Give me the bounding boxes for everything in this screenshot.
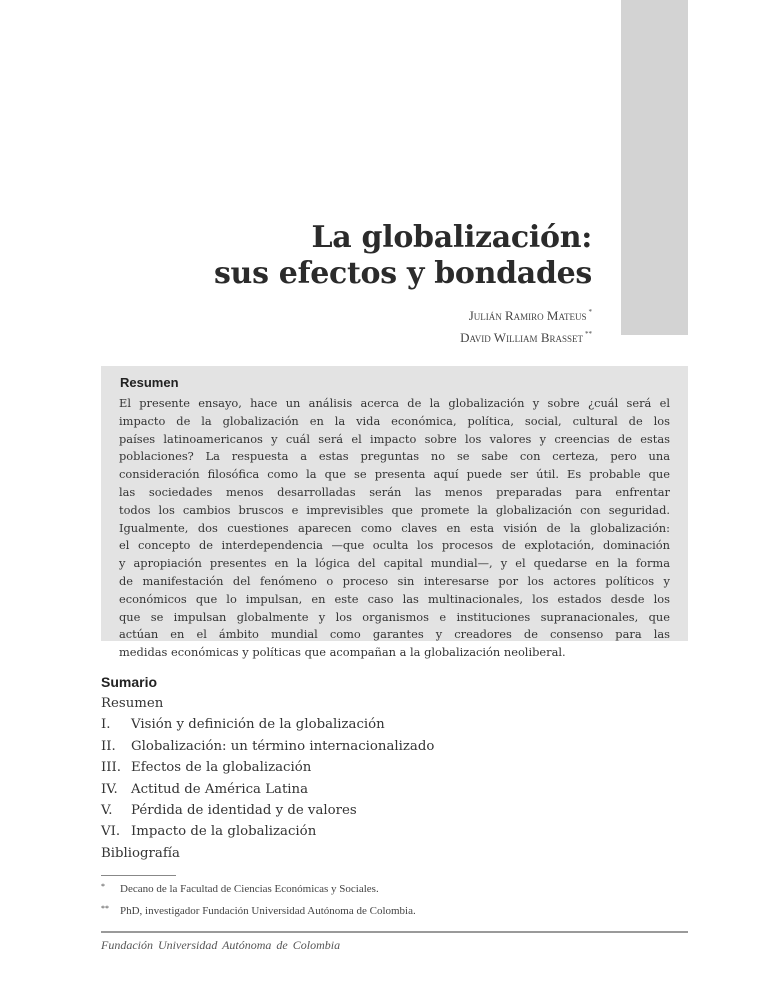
footnote-marker: ** [585,330,592,338]
abstract-text [119,395,670,662]
summary-item-number: IV. [101,781,118,797]
abstract-line: actúan en el ámbito mundial como garantes y creadores de consenso para las [119,627,670,642]
footnote-divider [101,875,176,876]
summary-item-label: Actitud de América Latina [131,781,309,797]
summary-item-6 [101,821,434,842]
author-2 [460,325,592,347]
abstract-line: las sociedades menos desarrolladas serán las menos preparadas para enfrentar [119,484,670,499]
summary-item-1 [101,714,434,735]
summary-heading: Sumario [101,674,158,690]
summary-item-label: Globalización: un término internacionalizado [131,738,435,754]
abstract-line: El presente ensayo, hace un análisis acerca de la globalización y sobre ¿cuál será el [119,396,670,410]
summary-item-label: Resumen [101,696,164,711]
abstract-heading: Resumen [120,375,179,390]
summary-item-3 [101,757,434,778]
summary-list [101,693,434,864]
summary-item-label: Pérdida de identidad y de valores [131,803,357,819]
summary-item-number: III. [101,760,121,776]
summary-item-number: I. [101,717,111,733]
footnote-1 [101,882,379,895]
footnote-2 [101,904,416,917]
abstract-line: económicos que lo impulsan, en este caso las multinacionales, los estados desde los [119,591,670,606]
author-list [460,303,592,347]
author-name: David William Brasset [460,330,583,345]
summary-item-number: VI. [101,824,121,840]
decorative-side-bar [621,0,688,335]
summary-item-5 [101,800,434,821]
footnote-marker: * [588,308,592,316]
footnote-text: PhD, investigador Fundación Universidad Autónoma de Colombia. [120,905,416,917]
title-line-2: sus efectos y bondades [213,256,592,291]
footnote-mark: ** [101,904,109,913]
summary-item-resumen [101,693,434,714]
title-line-1: La globalización: [311,220,592,255]
page-footer: Fundación Universidad Autónoma de Colombia [101,938,341,952]
summary-item-label: Impacto de la globalización [131,824,317,840]
abstract-line: poblaciones? La respuesta a estas preguntas no se sabe con certeza, pero una [119,449,670,464]
abstract-line: y apropiación presentes en la lógica del capital mundial—, y el quedarse en la forma [119,556,670,571]
summary-item-number: II. [101,738,116,754]
abstract-line: que se impulsan globalmente y los organismos e instituciones supranacionales, que [119,609,670,624]
abstract-line: de manifestación del fenómeno o proceso sin interesarse por los actores políticos y [119,573,670,588]
abstract-line: consideración filosófica como la que se presenta aquí puede ser útil. Es probable que [119,467,670,482]
abstract-line: Igualmente, dos cuestiones aparecen como claves en esta visión de la globalización: [119,520,670,535]
author-name: Julián Ramiro Mateus [468,308,587,323]
summary-item-label: Bibliografía [101,845,180,861]
abstract-line: países latinoamericanos y cuál será el impacto sobre los valores y creencias de estas [119,431,670,446]
summary-item-label: Visión y definición de la globalización [131,717,385,733]
article-title [214,220,592,292]
abstract-line: impacto de la globalización en la vida económica, política, social, cultural de los [119,413,670,428]
summary-item-2 [101,736,434,757]
abstract-box [101,366,688,660]
summary-item-4 [101,779,434,800]
footnote-text: Decano de la Facultad de Ciencias Económicas y Sociales. [120,883,379,895]
abstract-line: el concepto de interdependencia —que oculta los procesos de explotación, dominación [119,538,670,553]
footnote-mark: * [101,882,105,891]
footer-divider [101,931,688,933]
summary-item-label: Efectos de la globalización [131,760,312,776]
abstract-line: todos los cambios bruscos e imprevisibles que promete la globalización con seguridad. [119,502,670,517]
summary-item-bibliografia [101,843,434,864]
author-1 [460,303,592,325]
summary-item-number: V. [101,803,113,819]
abstract-line: medidas económicas y políticas que acompañan a la globalización neoliberal. [119,645,566,660]
